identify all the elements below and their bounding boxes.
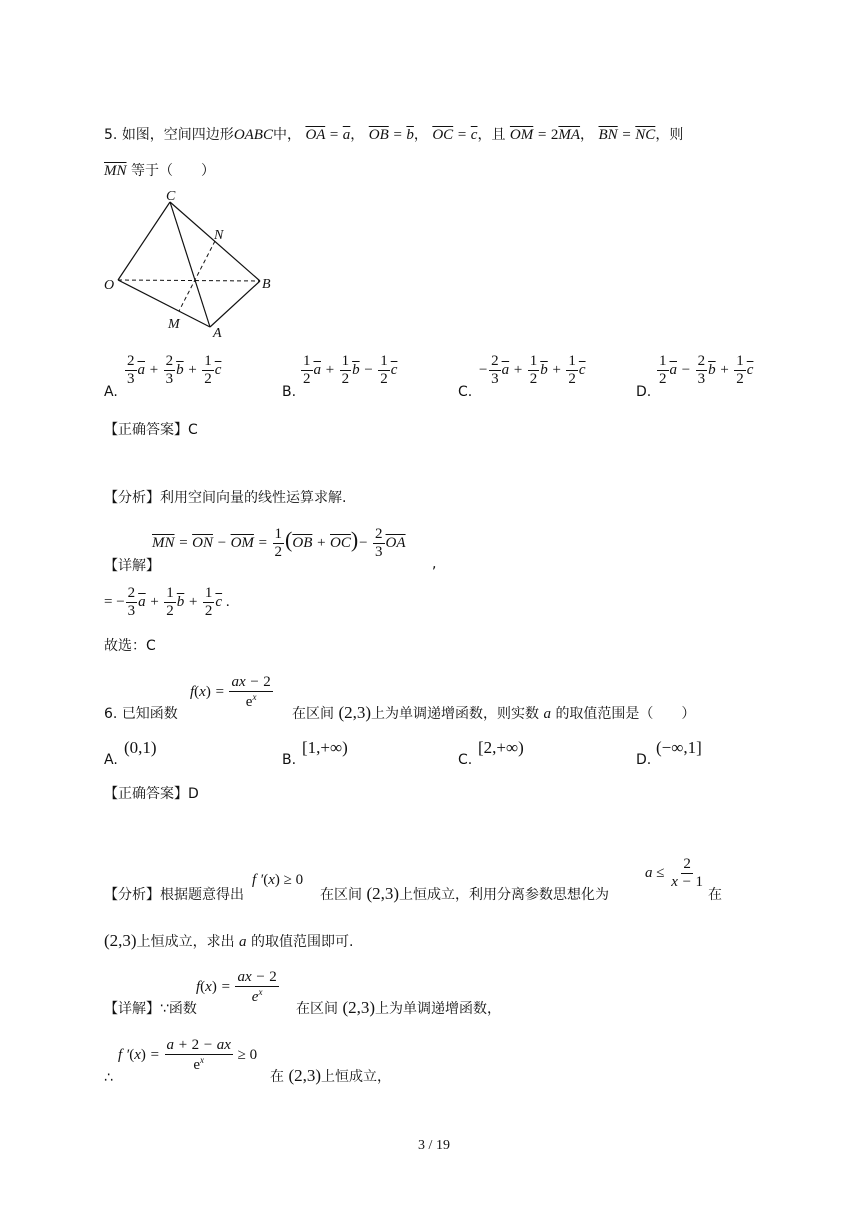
document-page: 5. 如图，空间四边形OABC中， $\overline{OA} = \overline{a}$， $\overline{OB} = \overline{b}$， $\overline{OC} = \overline{c}$，且 $\overline{OM} = 2\overline{MA}$， $\overline{BN} = \overline{NC}$，则 $\overline{MN}$ 等于（ ） C N O B M A A. $\frac{2}{3}$ $\overline{a}$ + $\frac{2}{3}$ $\overline{b}$ + $\frac{1}{2}$ $\overline{c}$ B. $\frac{1}{2}$ $\overline{a}$ + $\frac{1}{2}$ $\overline{b}$ − $\frac{1}{2}$ $\overline{c}$ C. − $\frac{2}{3}$ $\overline{a}$ + $\frac{1}{2}$ $\overline{b}$ + $\frac{1}{2}$ $\overline{c}$ D. $\frac{1}{2}$ $\overline{a}$ − $\frac{2}{3}$ $\overline{b}$ + $\frac{1}{2}$ $\overline{c}$ 【正确答案】C 【分析】利用空间向量的线性运算求解. 【详解】 $\overline{MN} = \overline{ON} - \overline{OM}$ = $\frac{1}{2}$ $(\overline{OB} + \overline{OC})-$ $\frac{2}{3}$ $\overline{OA}$ , = − $\frac{2}{3}$ $\overline{a}$ + $\frac{1}{2}$ $\overline{b}$ + $\frac{1}{2}$ $\overline{c}$ . 故选：C 6. 已知函数 f(x) = $\frac{ax - 2}{e^x}$ 在区间 (2,3)上为单调递增函数，则实数 a 的取值范围是（ ） A. (0,1) B. [1,+∞) C. [2,+∞) D. (−∞,1] 【正确答案】D 【分析】根据题意得出 f ′(x) ≥ 0 在区间 (2,3)上恒成立，利用分离参数思想化为 a ≤ $\frac{2}{x - 1}$ 在 (2,3)上恒成立，求出 a 的取值范围即可. 【详解】∵函数 f(x) = $\frac{ax - 2}{e^x}$ 在区间 (2,3)上为单调递增函数， ∴ f ′(x) = $\frac{a + 2 - ax}{e^x}$ ≥ 0 在 (2,3)上恒成立， 3 / 19 [0,0,868,1227]
label-c: C [166,189,176,204]
q5-detail-line2: = − $\frac{2}{3}$ $\overline{a}$ + $\frac{1}{2}$ $\overline{b}$ + $\frac{1}{2}$ $\overline{c}$ . [104,585,230,619]
q5-answer: 【正确答案】C [104,422,198,438]
q5-detail-line1: $\overline{MN} = \overline{ON} - \overline{OM}$ = $\frac{1}{2}$ $(\overline{OB} + \overline{OC})-$ $\frac{2}{3}$ $\overline{OA}$ [152,526,406,561]
q5-detail-label: 【详解】 [104,558,160,574]
q5-cond-oc: $\overline{OC} = \overline{c}$ [432,127,478,143]
label-o: O [104,278,115,293]
q6-analysis-line1b: 在区间 (2,3)上恒成立，利用分离参数思想化为 [320,884,610,903]
page-sep: / [428,1138,433,1153]
page-footer [0,1138,868,1154]
label-b: B [262,277,271,292]
q5-cond-bn: $\overline{BN} = \overline{NC}$ [598,127,656,143]
q5-cond-ob: $\overline{OB} = \overline{b}$ [368,127,414,143]
q6-stem-pre: 6. 已知函数 [104,706,178,722]
q6-detail-func: f(x) = $\frac{ax - 2}{e^x}$ [196,969,277,1005]
q5-ze: 则 [669,127,684,143]
q6-deriv: f ′(x) = $\frac{a + 2 - ax}{e^x}$ ≥ 0 [118,1037,258,1073]
q5-stem-mid: 中， [272,127,301,143]
label-n: N [214,228,224,243]
q6-detail-rest: 在区间 (2,3)上为单调递增函数， [296,998,502,1017]
q6-detail-end: 在 (2,3)上恒成立， [270,1066,392,1085]
q5-tetrahedron-figure [100,185,280,345]
q5-cond-om: $\overline{OM} = 2\overline{MA}$ [509,127,581,143]
q5-mn: $\overline{MN}$ [104,163,127,179]
q6-analysis-line1: 【分析】根据题意得出 [104,887,244,903]
q5-asks-line [104,160,215,180]
q5-stem-pre: 如图，空间四边形 [121,127,234,143]
q6-stem-rest: 在区间 (2,3)上为单调递增函数，则实数 a 的取值范围是（ ） [292,703,696,722]
q6-analysis-sep: a ≤ $\frac{2}{x - 1}$ [645,856,704,890]
q6-detail-label: 【详解】∵函数 [104,1001,197,1017]
label-a: A [213,326,222,341]
q6-therefore: ∴ [104,1070,113,1086]
q6-answer: 【正确答案】D [104,786,199,802]
q6-analysis-line2: (2,3)上恒成立，求出 a 的取值范围即可. [104,931,354,950]
q5-asks: 等于（ ） [130,163,215,179]
q6-analysis-ineq: f ′(x) ≥ 0 [252,872,304,888]
q5-detail-comma: , [432,556,437,572]
q5-cond-oa: $\overline{OA} = \overline{a}$ [305,127,351,143]
page-number: 3 [418,1138,426,1153]
q5-number: 5. [104,127,118,143]
q5-quad: OABC [233,127,273,143]
q5-stem: 5. 如图，空间四边形OABC中， $\overline{OA} = \overline{a}$， $\overline{OB} = \overline{b}$， $\overline{OC} = \overline{c}$，且 $\overline{OM} = 2\overline{MA}$， $\overline{BN} = \overline{NC}$，则 [104,127,684,143]
q5-qie: 且 [491,127,506,143]
q5-analysis: 【分析】利用空间向量的线性运算求解. [104,490,347,506]
label-m: M [168,317,180,332]
q6-func: f(x) = $\frac{ax - 2}{e^x}$ [190,674,271,710]
q6-analysis-zai: 在 [708,887,722,903]
q5-conclusion: 故选：C [104,638,156,654]
page-total: 19 [435,1138,450,1153]
